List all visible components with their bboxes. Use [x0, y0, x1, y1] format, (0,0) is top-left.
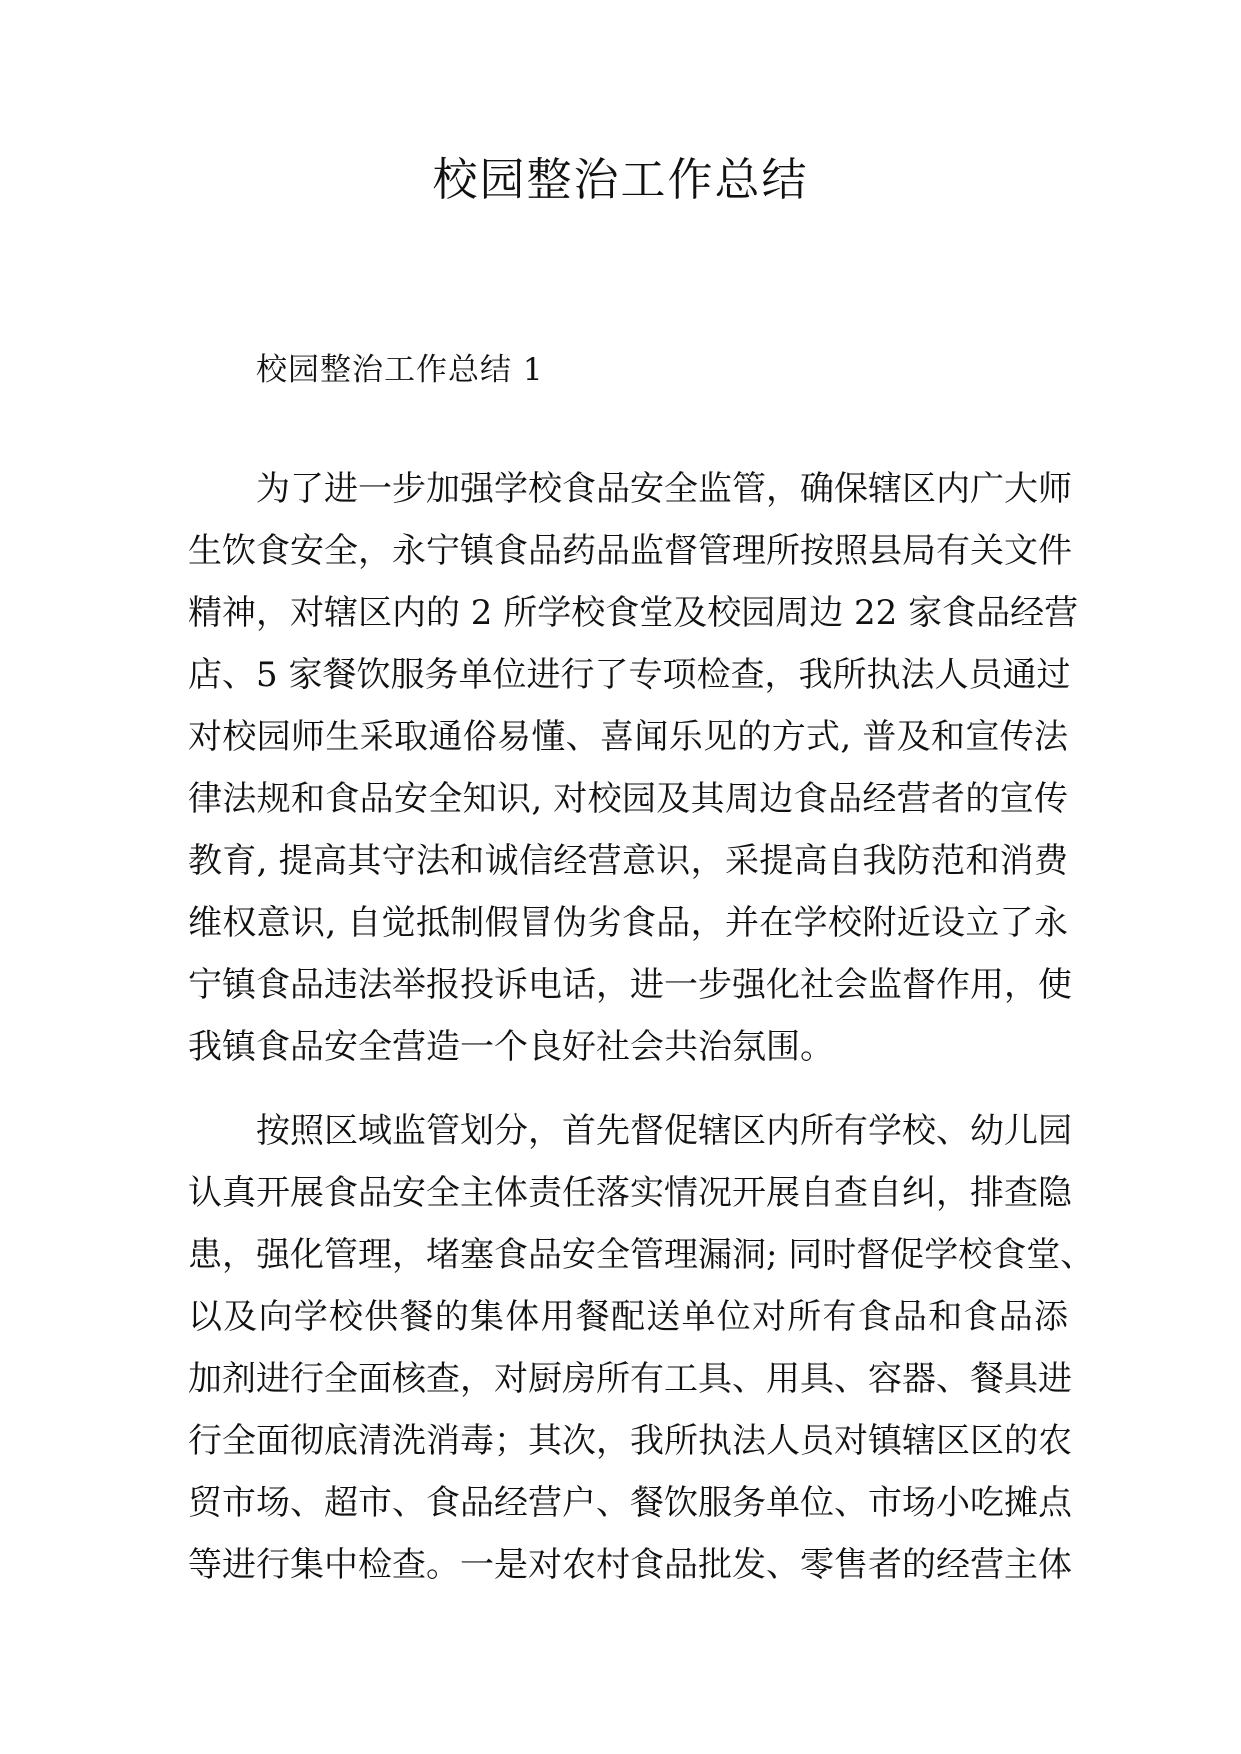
- document-title: 校园整治工作总结: [432, 153, 809, 206]
- paragraph-line: 按照区域监管划分，首先督促辖区内所有学校、幼儿园: [256, 1111, 1072, 1151]
- paragraph-line: 精神，对辖区内的 2 所学校食堂及校园周边 22 家食品经营: [188, 593, 1079, 633]
- paragraph-line: 维权意识, 自觉抵制假冒伪劣食品，并在学校附近设立了永: [188, 903, 1068, 943]
- paragraph-line: 行全面彻底清洗消毒；其次，我所执法人员对镇辖区区的农: [188, 1421, 1072, 1461]
- paragraph-line: 以及向学校供餐的集体用餐配送单位对所有食品和食品添: [188, 1297, 1068, 1337]
- paragraph-1: [188, 458, 1079, 1078]
- paragraph-line: 贸市场、超市、食品经营户、餐饮服务单位、市场小吃摊点: [188, 1483, 1072, 1523]
- section-heading: 校园整治工作总结 1: [256, 352, 544, 388]
- paragraph-line: 加剂进行全面核查，对厨房所有工具、用具、容器、餐具进: [188, 1359, 1072, 1399]
- paragraph-line: 店、5 家餐饮服务单位进行了专项检查，我所执法人员通过: [188, 655, 1071, 695]
- paragraph-line: 对校园师生采取通俗易懂、喜闻乐见的方式, 普及和宣传法: [188, 717, 1068, 757]
- paragraph-line: 律法规和食品安全知识, 对校园及其周边食品经营者的宣传: [188, 779, 1068, 819]
- paragraph-line: 生饮食安全，永宁镇食品药品监督管理所按照县局有关文件: [188, 531, 1072, 571]
- paragraph-line: 患，强化管理，堵塞食品安全管理漏洞; 同时督促学校食堂、: [188, 1235, 1095, 1275]
- paragraph-2: [188, 1100, 1095, 1596]
- paragraph-line: 认真开展食品安全主体责任落实情况开展自查自纠，排查隐: [188, 1173, 1072, 1213]
- paragraph-line: 为了进一步加强学校食品安全监管，确保辖区内广大师: [256, 469, 1072, 509]
- paragraph-line: 我镇食品安全营造一个良好社会共治氛围。: [188, 1027, 834, 1067]
- paragraph-line: 等进行集中检查。一是对农村食品批发、零售者的经营主体: [188, 1545, 1072, 1585]
- paragraph-line: 宁镇食品违法举报投诉电话，进一步强化社会监督作用，使: [188, 965, 1072, 1005]
- paragraph-line: 教育, 提高其守法和诚信经营意识，采提高自我防范和消费: [188, 841, 1068, 881]
